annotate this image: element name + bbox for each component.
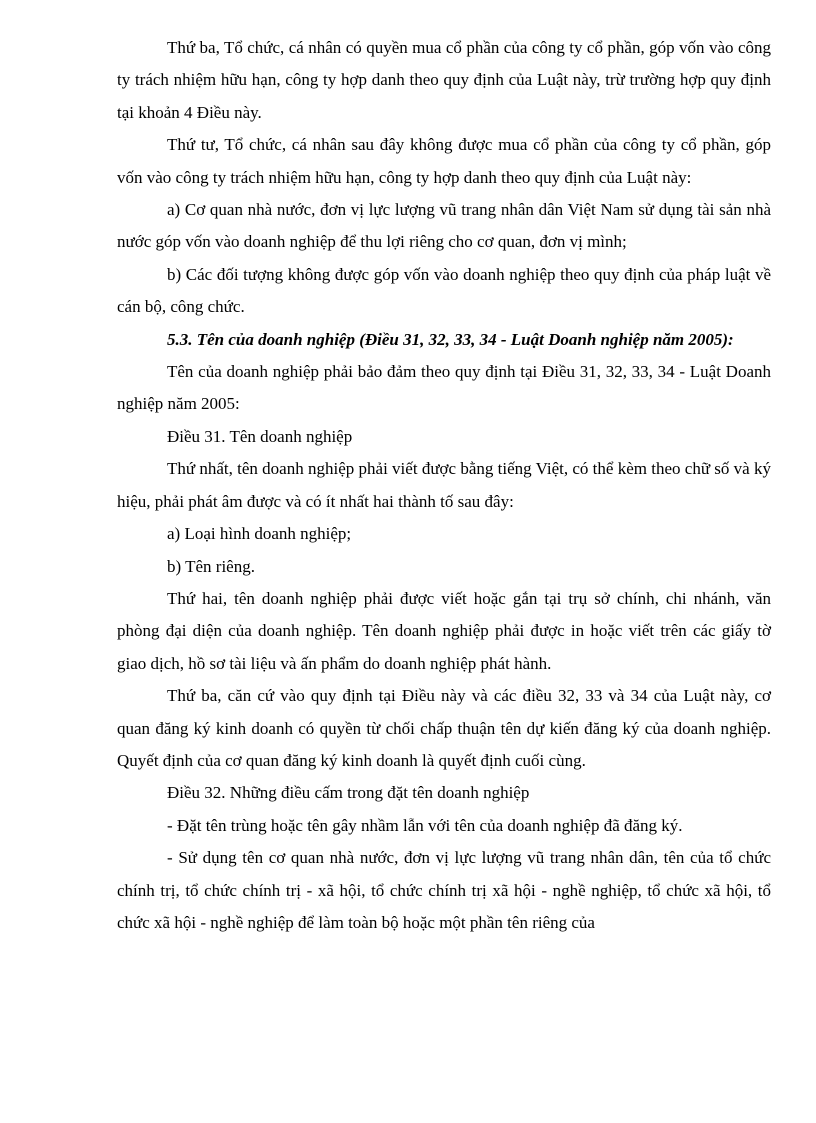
list-item-proper-name: b) Tên riêng. [167,556,255,576]
paragraph-registration-authority: Thứ ba, căn cứ vào quy định tại Điều này và các điều 32, 33 và 34 của Luật này, cơ quan đăng ký kinh doanh có quyền từ chối chấp thuận tên dự kiến đăng ký của doanh nghiệp. Quyết định của cơ quan đăng ký kinh doanh là quyết định cuối cùng. [117,686,771,770]
paragraph-item-b-officials: b) Các đối tượng không được góp vốn vào doanh nghiệp theo quy định của pháp luật về cán bộ, công chức. [117,264,771,317]
paragraph-name-requirements: Tên của doanh nghiệp phải bảo đảm theo quy định tại Điều 31, 32, 33, 34 - Luật Doanh nghiệp năm 2005: [117,362,771,414]
section-heading-enterprise-name: 5.3. Tên của doanh nghiệp (Điều 31, 32, 33, 34 - Luật Doanh nghiệp năm 2005): [167,329,734,349]
list-item-enterprise-type: a) Loại hình doanh nghiệp; [167,524,352,544]
paragraph-name-display: Thứ hai, tên doanh nghiệp phải được viết hoặc gắn tại trụ sở chính, chi nhánh, văn phòng đại diện của doanh nghiệp. Tên doanh nghiệp phải được in hoặc viết trên các giấy tờ giao dịch, hồ sơ tài liệu và ấn phẩm do doanh nghiệp phát hành. [117,588,771,673]
article-32-title: Điều 32. Những điều cấm trong đặt tên doanh nghiệp [167,783,530,803]
list-item-organization-names: - Sử dụng tên cơ quan nhà nước, đơn vị lực lượng vũ trang nhân dân, tên của tổ chức chính trị, tổ chức chính trị - xã hội, tổ chức chính trị xã hội - nghề nghiệp, tổ chức xã hội, tổ chức xã hội - nghề nghiệp để làm toàn bộ hoặc một phần tên riêng của [117,848,771,932]
document-body [117,32,771,939]
paragraph-share-purchase-rights: Thứ ba, Tổ chức, cá nhân có quyền mua cổ phần của công ty cổ phần, góp vốn vào công ty trách nhiệm hữu hạn, công ty hợp danh theo quy định của Luật này, trừ trường hợp quy định tại khoản 4 Điều này. [117,38,771,122]
list-item-duplicate-name: - Đặt tên trùng hoặc tên gây nhầm lẫn với tên của doanh nghiệp đã đăng ký. [167,815,683,835]
paragraph-item-a-state-agencies: a) Cơ quan nhà nước, đơn vị lực lượng vũ trang nhân dân Việt Nam sử dụng tài sản nhà nước góp vốn vào doanh nghiệp để thu lợi riêng cho cơ quan, đơn vị mình; [117,200,771,252]
paragraph-name-language: Thứ nhất, tên doanh nghiệp phải viết được bằng tiếng Việt, có thể kèm theo chữ số và ký hiệu, phải phát âm được và có ít nhất hai thành tố sau đây: [117,459,771,511]
paragraph-purchase-restrictions: Thứ tư, Tổ chức, cá nhân sau đây không được mua cổ phần của công ty cổ phần, góp vốn vào công ty trách nhiệm hữu hạn, công ty hợp danh theo quy định của Luật này: [117,135,771,187]
article-31-title: Điều 31. Tên doanh nghiệp [167,426,353,446]
